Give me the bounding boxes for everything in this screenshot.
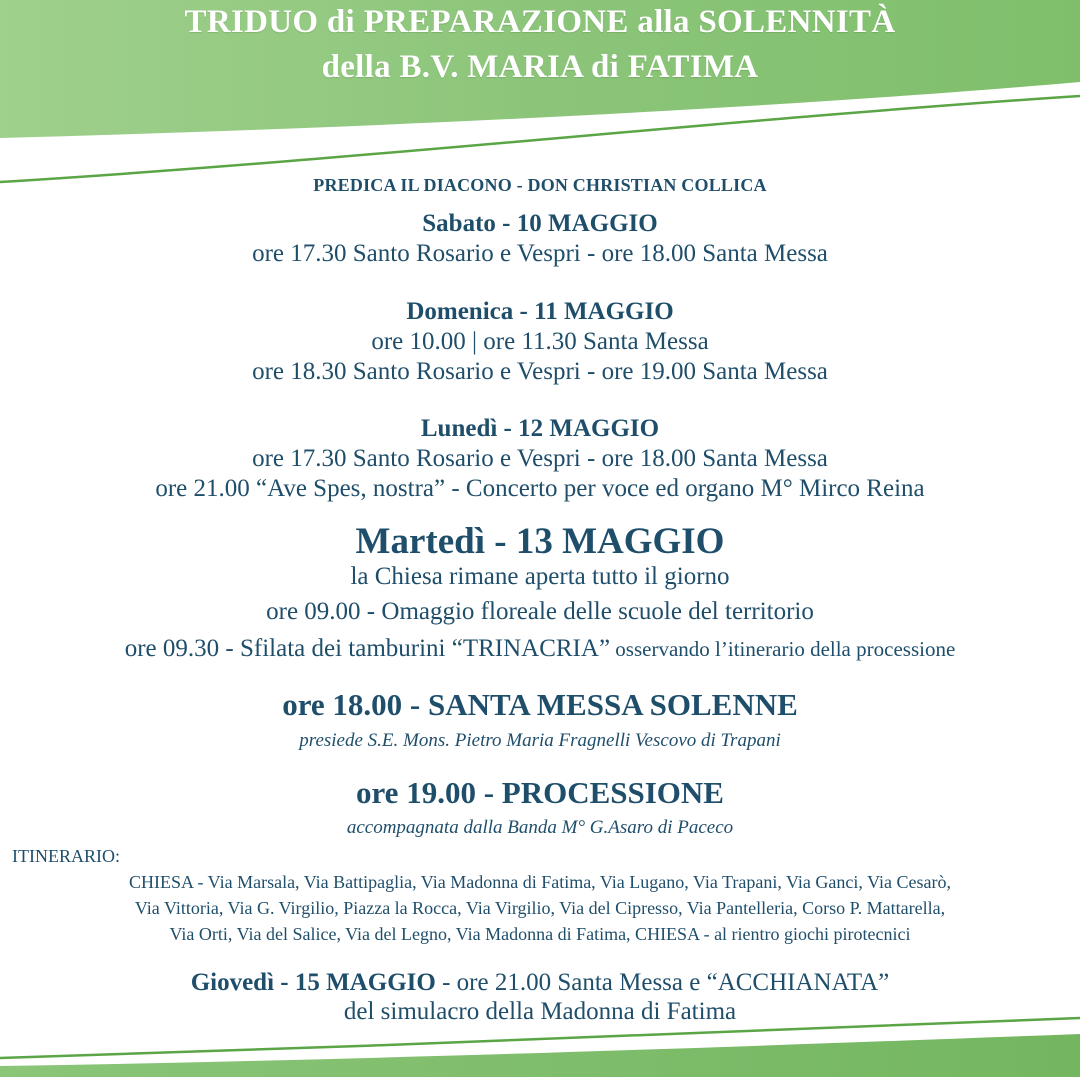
final-event-line-2: del simulacro della Madonna di Fatima (343, 998, 737, 1025)
header-title-line-2: della B.V. MARIA di FATIMA (321, 49, 759, 85)
preacher-line: PREDICA IL DIACONO - DON CHRISTIAN COLLICA (313, 175, 767, 195)
main-day-line-3 (0, 635, 1080, 663)
day-title-sunday: Domenica - 11 MAGGIO (406, 298, 674, 325)
day-line-sunday-2: ore 18.30 Santo Rosario e Vespri - ore 19.00 Santa Messa (252, 358, 828, 385)
final-event-detail: - ore 21.00 Santa Messa e “ACCHIANATA” (435, 969, 890, 996)
main-day-line-3-main: ore 09.30 - Sfilata dei tamburini “TRINACRIA” (124, 635, 611, 662)
itinerary-line-2: Via Vittoria, Via G. Virgilio, Piazza la Rocca, Via Virgilio, Via del Cipresso, Via Pantelleria, Corso P. Mattarella, (134, 898, 946, 918)
procession-subtitle: accompagnata dalla Banda M° G.Asaro di Paceco (346, 817, 734, 838)
itinerary-label: ITINERARIO: (12, 846, 120, 866)
main-day-line-1: la Chiesa rimane aperta tutto il giorno (350, 563, 730, 590)
day-line-sunday-1: ore 10.00 | ore 11.30 Santa Messa (371, 328, 709, 355)
day-line-saturday-1: ore 17.30 Santo Rosario e Vespri - ore 18.00 Santa Messa (252, 240, 828, 267)
final-event-day: Giovedì - 15 MAGGIO (190, 969, 436, 996)
main-day-title: Martedì - 13 MAGGIO (355, 521, 725, 562)
day-line-monday-2: ore 21.00 “Ave Spes, nostra” - Concerto per voce ed organo M° Mirco Reina (155, 475, 925, 502)
itinerary-line-3: Via Orti, Via del Salice, Via del Legno, Via Madonna di Fatima, CHIESA - al rientro giochi pirotecnici (169, 924, 911, 944)
header-title-line-1: TRIDUO di PREPARAZIONE alla SOLENNITÀ (184, 4, 896, 40)
footer-band (0, 1034, 1080, 1077)
itinerary-line-1: CHIESA - Via Marsala, Via Battipaglia, Via Madonna di Fatima, Via Lugano, Via Trapani, Via Ganci, Via Cesarò, (129, 872, 951, 892)
day-title-monday: Lunedì - 12 MAGGIO (420, 415, 660, 442)
day-line-monday-1: ore 17.30 Santo Rosario e Vespri - ore 18.00 Santa Messa (252, 445, 828, 472)
solemn-mass-title: ore 18.00 - SANTA MESSA SOLENNE (282, 687, 798, 722)
solemn-mass-subtitle: presiede S.E. Mons. Pietro Maria Fragnelli Vescovo di Trapani (299, 730, 781, 751)
main-day-line-3-small: osservando l’itinerario della processione (610, 637, 956, 661)
day-title-saturday: Sabato - 10 MAGGIO (422, 210, 658, 237)
final-event-line-1 (0, 969, 1080, 997)
main-day-line-2: ore 09.00 - Omaggio floreale delle scuole del territorio (266, 598, 814, 625)
procession-title: ore 19.00 - PROCESSIONE (355, 775, 724, 810)
